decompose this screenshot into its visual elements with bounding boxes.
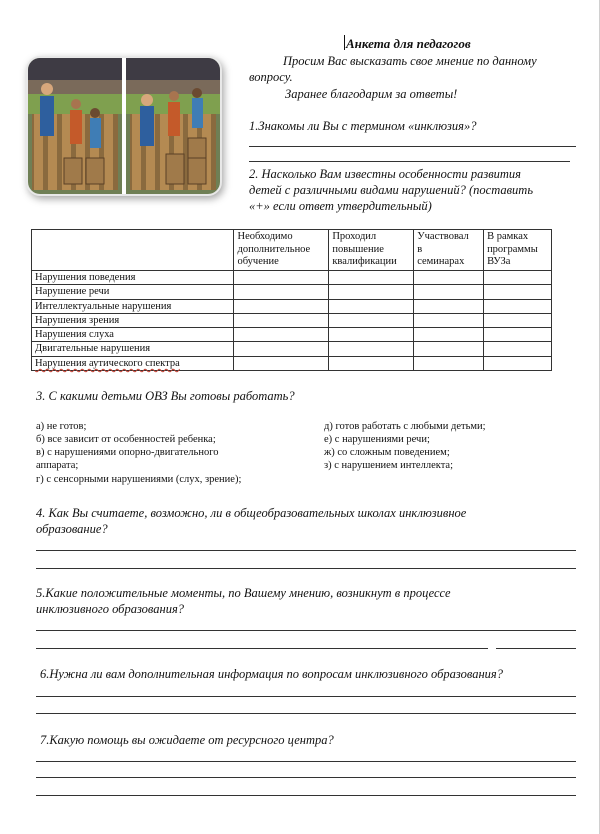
answer-cell[interactable] [234, 299, 329, 313]
question-5-line-2: инклюзивного образования? [36, 602, 185, 616]
question-3: 3. С какими детьми ОВЗ Вы готовы работать? [36, 389, 295, 403]
intro-line-2: вопросу. [249, 70, 293, 84]
answer-cell[interactable] [329, 313, 414, 327]
answer-line-q4-b[interactable] [36, 568, 576, 569]
intro-line-3: Заранее благодарим за ответы! [285, 87, 458, 101]
answer-cell[interactable] [234, 342, 329, 356]
question-7: 7.Какую помощь вы ожидаете от ресурсного центра? [40, 733, 334, 747]
answer-cell[interactable] [329, 342, 414, 356]
answer-cell[interactable] [329, 271, 414, 285]
question-1: 1.Знакомы ли Вы с термином «инклюзия»? [249, 119, 477, 133]
answer-line-q5-c[interactable] [496, 648, 576, 649]
option-zh[interactable]: ж) со сложным поведением; [324, 447, 450, 458]
option-z[interactable]: з) с нарушением интеллекта; [324, 460, 453, 471]
option-a[interactable]: а) не готов; [36, 421, 87, 432]
answer-cell[interactable] [484, 271, 552, 285]
answer-cell[interactable] [234, 271, 329, 285]
question-5-line-1: 5.Какие положительные моменты, по Вашему мнению, возникнут в процессе [36, 586, 451, 600]
answer-cell[interactable] [414, 271, 484, 285]
question-4-line-2: образование? [36, 522, 108, 536]
row-label: Нарушения зрения [32, 313, 234, 327]
answer-line-q1-b[interactable] [249, 161, 570, 162]
answer-cell[interactable] [414, 313, 484, 327]
question-2-line-2: детей с различными видами нарушений? (поставить [249, 183, 534, 197]
table-header-cell: Проходил повышение квалификации [329, 230, 414, 271]
answer-cell[interactable] [484, 313, 552, 327]
table-row [32, 285, 552, 299]
answer-cell[interactable] [234, 356, 329, 370]
table-header-row [32, 230, 552, 271]
answer-line-q7-a[interactable] [36, 761, 576, 762]
answer-line-q6-b[interactable] [36, 713, 576, 714]
table-row [32, 356, 552, 370]
table-header-cell: Необходимо дополнительное обучение [234, 230, 329, 271]
page-title-text: Анкета для педагогов [346, 36, 471, 51]
answer-cell[interactable] [484, 328, 552, 342]
answer-cell[interactable] [234, 328, 329, 342]
option-b[interactable]: б) все зависит от особенностей ребенка; [36, 434, 216, 445]
answer-cell[interactable] [484, 342, 552, 356]
answer-cell[interactable] [484, 356, 552, 370]
answer-line-q7-b[interactable] [36, 777, 576, 778]
row-label: Нарушение речи [32, 285, 234, 299]
answer-cell[interactable] [329, 299, 414, 313]
table-row [32, 313, 552, 327]
row-label-text: Нарушения аутического спектра [35, 357, 180, 369]
answer-line-q5-a[interactable] [36, 630, 576, 631]
option-d[interactable]: д) готов работать с любыми детьми; [324, 421, 486, 432]
answer-cell[interactable] [329, 328, 414, 342]
table-header-cell: В рамках программы ВУЗа [484, 230, 552, 271]
answer-line-q6-a[interactable] [36, 696, 576, 697]
table-header-cell: Участвовал в семинарах [414, 230, 484, 271]
answer-cell[interactable] [484, 285, 552, 299]
answer-cell[interactable] [329, 285, 414, 299]
question-2-line-3: «+» если ответ утвердительный) [249, 199, 432, 213]
knowledge-table [31, 229, 552, 371]
option-v[interactable]: в) с нарушениями опорно-двигательного [36, 447, 219, 458]
table-row [32, 299, 552, 313]
answer-cell[interactable] [329, 356, 414, 370]
row-label [32, 356, 234, 370]
question-6: 6.Нужна ли вам дополнительная информация по вопросам инклюзивного образования? [40, 667, 503, 681]
table-row [32, 342, 552, 356]
intro-line-1: Просим Вас высказать свое мнение по данному [283, 54, 537, 68]
answer-cell[interactable] [484, 299, 552, 313]
page-title [344, 35, 471, 52]
answer-line-q7-c[interactable] [36, 795, 576, 796]
answer-cell[interactable] [414, 299, 484, 313]
equality-illustration [26, 56, 222, 196]
answer-line-q1-a[interactable] [249, 146, 576, 147]
question-2-line-1: 2. Насколько Вам известны особенности развития [249, 167, 521, 181]
text-cursor [344, 35, 345, 50]
answer-cell[interactable] [414, 328, 484, 342]
option-v-cont: аппарата; [36, 460, 79, 471]
option-g[interactable]: г) с сенсорными нарушениями (слух, зрение); [36, 474, 242, 485]
row-label: Двигательные нарушения [32, 342, 234, 356]
answer-cell[interactable] [234, 285, 329, 299]
option-e[interactable]: е) с нарушениями речи; [324, 434, 430, 445]
table-header-empty [32, 230, 234, 271]
table-row [32, 328, 552, 342]
question-4-line-1: 4. Как Вы считаете, возможно, ли в общеобразовательных школах инклюзивное [36, 506, 467, 520]
answer-cell[interactable] [414, 285, 484, 299]
stadium-photo [28, 58, 220, 194]
answer-cell[interactable] [414, 356, 484, 370]
answer-cell[interactable] [234, 313, 329, 327]
answer-cell[interactable] [414, 342, 484, 356]
row-label: Интеллектуальные нарушения [32, 299, 234, 313]
table-row [32, 271, 552, 285]
row-label: Нарушения слуха [32, 328, 234, 342]
answer-line-q5-b[interactable] [36, 648, 488, 649]
row-label: Нарушения поведения [32, 271, 234, 285]
answer-line-q4-a[interactable] [36, 550, 576, 551]
